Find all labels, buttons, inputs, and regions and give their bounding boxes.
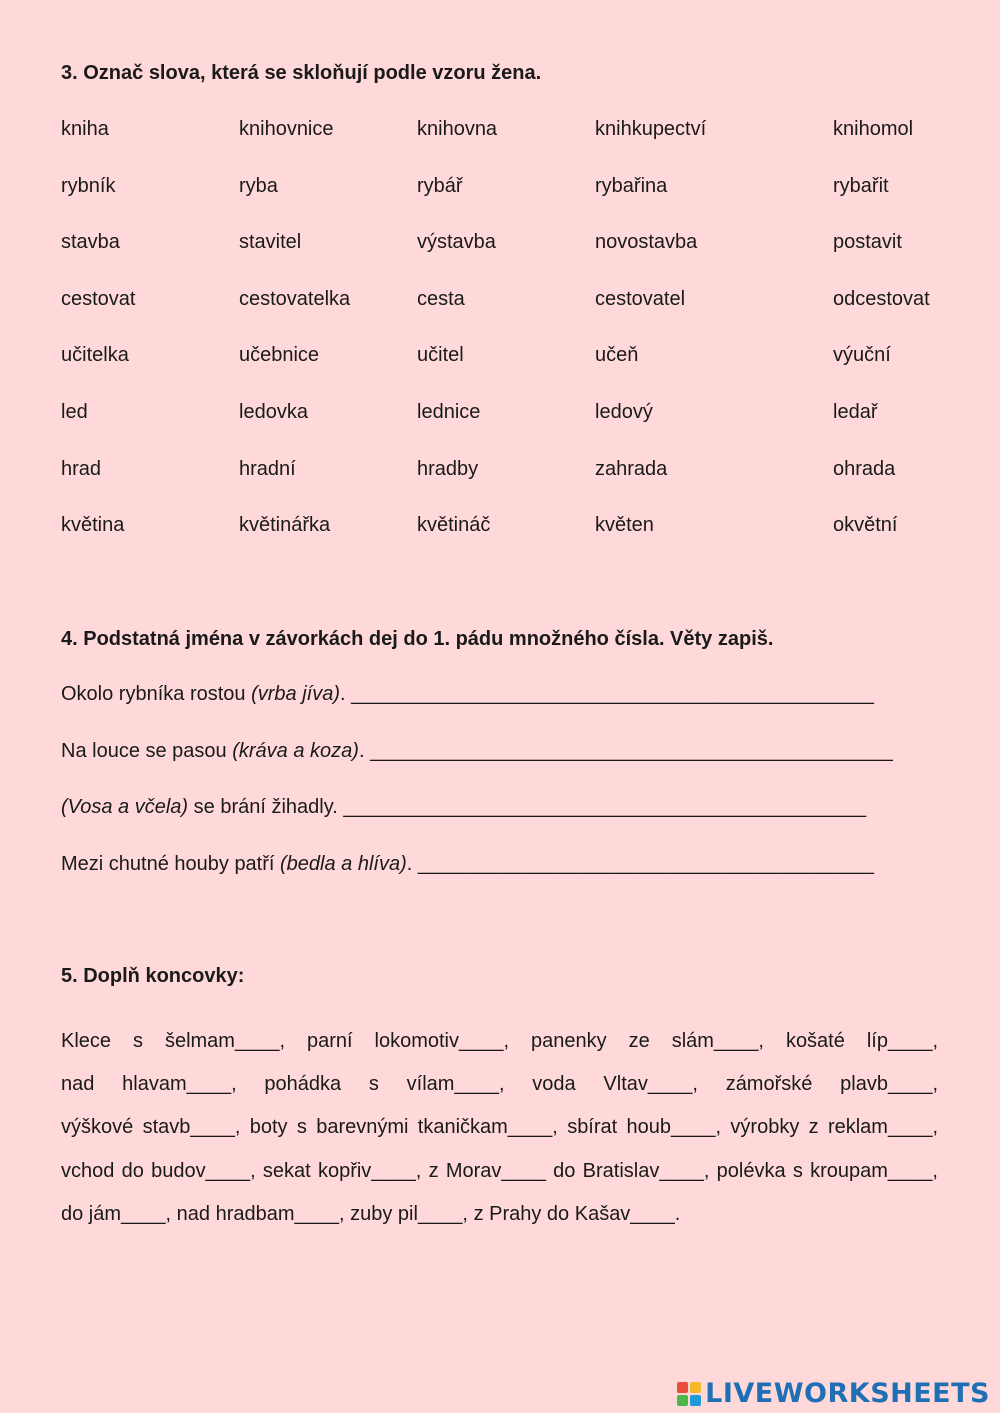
word-option[interactable]: učitel [417, 344, 464, 367]
word-row [61, 344, 961, 401]
sentence-text: . [406, 852, 418, 875]
word-option[interactable]: učitelka [61, 344, 129, 367]
logo-square [690, 1382, 701, 1393]
word-option[interactable]: zahrada [595, 457, 668, 480]
sentence-text: . [358, 739, 371, 762]
word-option[interactable]: rybář [417, 174, 463, 197]
word-grid [61, 118, 961, 571]
word-option[interactable]: ledový [595, 400, 653, 423]
word-option[interactable]: květina [61, 514, 125, 537]
logo-icon [677, 1382, 701, 1406]
word-option[interactable]: knihomol [833, 118, 914, 140]
answer-blank[interactable]: _______________________________________________ [343, 796, 867, 818]
word-option[interactable]: ohrada [833, 457, 896, 480]
word-option[interactable]: led [61, 400, 88, 423]
sentence-line [61, 740, 941, 797]
word-option[interactable]: cestovat [61, 287, 136, 310]
word-option[interactable]: kniha [61, 118, 109, 140]
word-option[interactable]: stavba [61, 231, 120, 254]
word-option[interactable]: hradní [239, 457, 296, 480]
word-option[interactable]: stavitel [239, 231, 302, 254]
ending-item[interactable]: Klece s šelmam____, [61, 1030, 286, 1052]
ending-item[interactable]: boty s barevnými tkaničkam____, [249, 1116, 558, 1139]
word-row [61, 118, 961, 175]
ending-item[interactable]: voda Vltav____, [532, 1073, 698, 1096]
sentence-line [61, 683, 941, 740]
task4-heading: 4. Podstatná jména v závorkách dej do 1. pádu množného čísla. Věty zapiš. [61, 628, 774, 650]
sentence-phrase: (vrba jíva) [251, 683, 340, 705]
ending-item[interactable]: vchod do budov____, [61, 1159, 256, 1182]
sentence-text: Mezi chutné houby patří [61, 852, 281, 875]
ending-item[interactable]: košaté líp____, [785, 1030, 938, 1052]
word-option[interactable]: novostavba [595, 231, 698, 254]
word-option[interactable]: knihovna [417, 118, 498, 140]
word-option[interactable]: odcestovat [833, 287, 930, 310]
word-option[interactable]: výstavba [417, 231, 496, 254]
word-row [61, 231, 961, 288]
word-option[interactable]: květinářka [239, 514, 331, 537]
word-option[interactable]: cestovatelka [239, 287, 351, 310]
ending-item[interactable]: pohádka s vílam____, [264, 1073, 505, 1096]
word-row [61, 458, 961, 515]
ending-item[interactable]: z Prahy do Kašav____. [473, 1202, 681, 1225]
word-option[interactable]: ledovka [239, 400, 308, 423]
answer-blank[interactable]: _______________________________________________ [370, 739, 893, 762]
word-row [61, 514, 961, 571]
word-option[interactable]: postavit [833, 231, 902, 254]
ending-item[interactable]: z Morav____ do Bratislav____, [428, 1159, 710, 1182]
word-row [61, 175, 961, 232]
sentence-line [61, 853, 941, 910]
word-option[interactable]: učebnice [239, 344, 320, 367]
ending-item[interactable]: zuby pil____, [350, 1202, 468, 1225]
sentence-phrase: (kráva a koza) [232, 739, 359, 762]
word-option[interactable]: ryba [239, 174, 278, 197]
ending-item[interactable]: zámořské plavb____, [725, 1073, 938, 1096]
word-option[interactable]: rybník [61, 174, 116, 197]
ending-item[interactable]: sekat kopřiv____, [262, 1159, 422, 1182]
logo-square [677, 1395, 688, 1406]
ending-item[interactable]: panenky ze slám____, [531, 1030, 764, 1052]
word-row [61, 401, 961, 458]
sentence-list [61, 683, 941, 909]
sentence-phrase: (Vosa a včela) [61, 796, 189, 818]
sentence-text: . [340, 683, 352, 705]
answer-blank[interactable]: _______________________________________________ [351, 683, 874, 705]
word-option[interactable]: výuční [833, 344, 891, 367]
word-option[interactable]: knihkupectví [595, 118, 707, 140]
ending-item[interactable]: parní lokomotiv____, [306, 1030, 510, 1052]
task5-heading: 5. Doplň koncovky: [61, 965, 245, 987]
liveworksheets-logo [677, 1378, 990, 1409]
word-option[interactable]: rybařina [595, 174, 668, 197]
logo-text: LIVEWORKSHEETS [705, 1378, 990, 1409]
word-option[interactable]: rybařit [833, 174, 889, 197]
ending-item[interactable]: sbírat houb____, [567, 1116, 722, 1139]
sentence-phrase: (bedla a hlíva) [280, 852, 407, 875]
word-option[interactable]: cestovatel [595, 287, 686, 310]
sentence-line [61, 796, 941, 853]
word-option[interactable]: hrad [61, 457, 102, 480]
word-row [61, 288, 961, 345]
word-option[interactable]: květináč [417, 514, 491, 537]
word-option[interactable]: lednice [417, 400, 481, 423]
word-option[interactable]: učeň [595, 344, 639, 367]
ending-item[interactable]: výrobky z reklam____, [730, 1116, 939, 1139]
logo-square [690, 1395, 701, 1406]
endings-paragraph [61, 1020, 938, 1236]
word-option[interactable]: hradby [417, 457, 479, 480]
ending-item[interactable]: nad hlavam____, [61, 1073, 237, 1096]
sentence-text: se brání žihadly. [188, 796, 344, 818]
sentence-text: Na louce se pasou [61, 739, 233, 762]
word-option[interactable]: ledař [833, 400, 878, 423]
word-option[interactable]: cesta [417, 287, 465, 310]
ending-item[interactable]: do jám____, [61, 1202, 172, 1225]
task3-heading: 3. Označ slova, která se skloňují podle vzoru žena. [61, 62, 542, 84]
answer-blank[interactable]: _________________________________________ [417, 852, 874, 875]
ending-item[interactable]: výškové stavb____, [61, 1116, 241, 1139]
word-option[interactable]: okvětní [833, 514, 898, 537]
word-option[interactable]: knihovnice [239, 118, 334, 140]
word-option[interactable]: květen [595, 514, 654, 537]
ending-item[interactable]: nad hradbam____, [176, 1202, 345, 1225]
ending-item[interactable]: polévka s kroupam____, [716, 1159, 938, 1182]
logo-square [677, 1382, 688, 1393]
sentence-text: Okolo rybníka rostou [61, 683, 252, 705]
